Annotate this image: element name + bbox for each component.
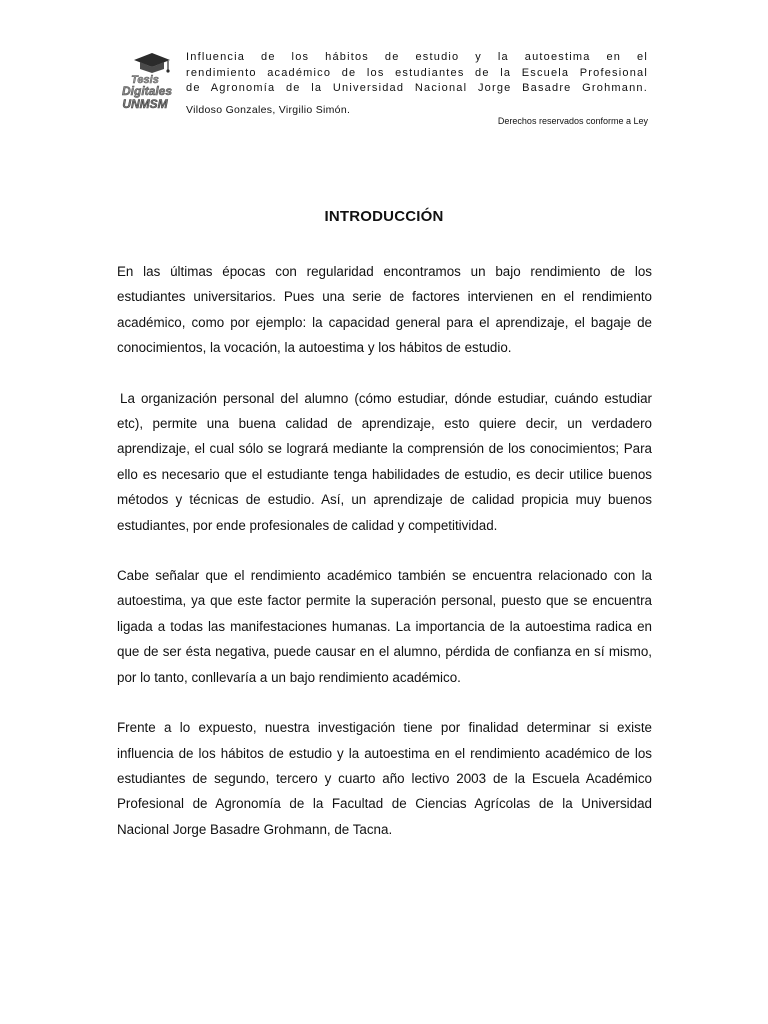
svg-text:Digitales: Digitales	[121, 84, 173, 98]
paragraph: Frente a lo expuesto, nuestra investigación tiene por finalidad determinar si existe influencia de los hábitos de estudio y la autoestima en el rendimiento académico de los estudiantes de segundo, tercero y cuarto año lectivo 2003 de la Escuela Académico Profesional de Agronomía de la Facultad de Ciencias Agrícolas de la Universidad Nacional Jorge Basadre Grohmann, de Tacna.	[117, 720, 652, 837]
svg-text:Tesis: Tesis	[131, 74, 159, 86]
thesis-title	[186, 50, 648, 97]
svg-text:UNMSM: UNMSM	[122, 97, 168, 111]
copyright-notice: Derechos reservados conforme a Ley	[497, 116, 648, 126]
graduation-cap-icon	[118, 50, 180, 114]
paragraph: En las últimas épocas con regularidad encontramos un bajo rendimiento de los estudiantes universitarios. Pues una serie de factores intervienen en el rendimiento académico, como por ejemplo: la capacidad general para el aprendizaje, el bagaje de conocimientos, la vocación, la autoestima y los hábitos de estudio.	[117, 264, 652, 356]
paragraph: La organización personal del alumno (cómo estudiar, dónde estudiar, cuándo estudiar etc), permite una buena calidad de aprendizaje, esto quiere decir, un verdadero aprendizaje, el cual sólo se logrará mediante la comprensión de los conocimientos; Para ello es necesario que el estudiante tenga habilidades de estudio, es decir utilice buenos métodos y técnicas de estudio. Así, un aprendizaje de calidad propicia muy buenos estudiantes, por ende profesionales de calidad y competitividad.	[117, 390, 652, 533]
paragraph: Cabe señalar que el rendimiento académico también se encuentra relacionado con la autoestima, ya que este factor permite la superación personal, puesto que se encuentra ligada a todas las manifestaciones humanas. La importancia de la autoestima radica en que de ser ésta negativa, puede causar en el alumno, pérdida de confianza en sí mismo, por lo tanto, conllevaría a un bajo rendimiento académico.	[117, 568, 652, 685]
thesis-title-line: rendimiento académico de los estudiantes de la Escuela Profesional	[186, 66, 648, 79]
thesis-authors: Vildoso Gonzales, Virgilio Simón.	[186, 104, 351, 116]
tesis-digitales-logo	[118, 50, 180, 114]
section-title: INTRODUCCIÓN	[324, 208, 444, 225]
thesis-title-line: de Agronomía de la Universidad Nacional Jorge Basadre Grohmann.	[186, 82, 648, 94]
thesis-title-line: Influencia de los hábitos de estudio y la autoestima en el	[186, 51, 648, 63]
introduction-body	[117, 259, 652, 867]
page-header	[118, 50, 653, 140]
